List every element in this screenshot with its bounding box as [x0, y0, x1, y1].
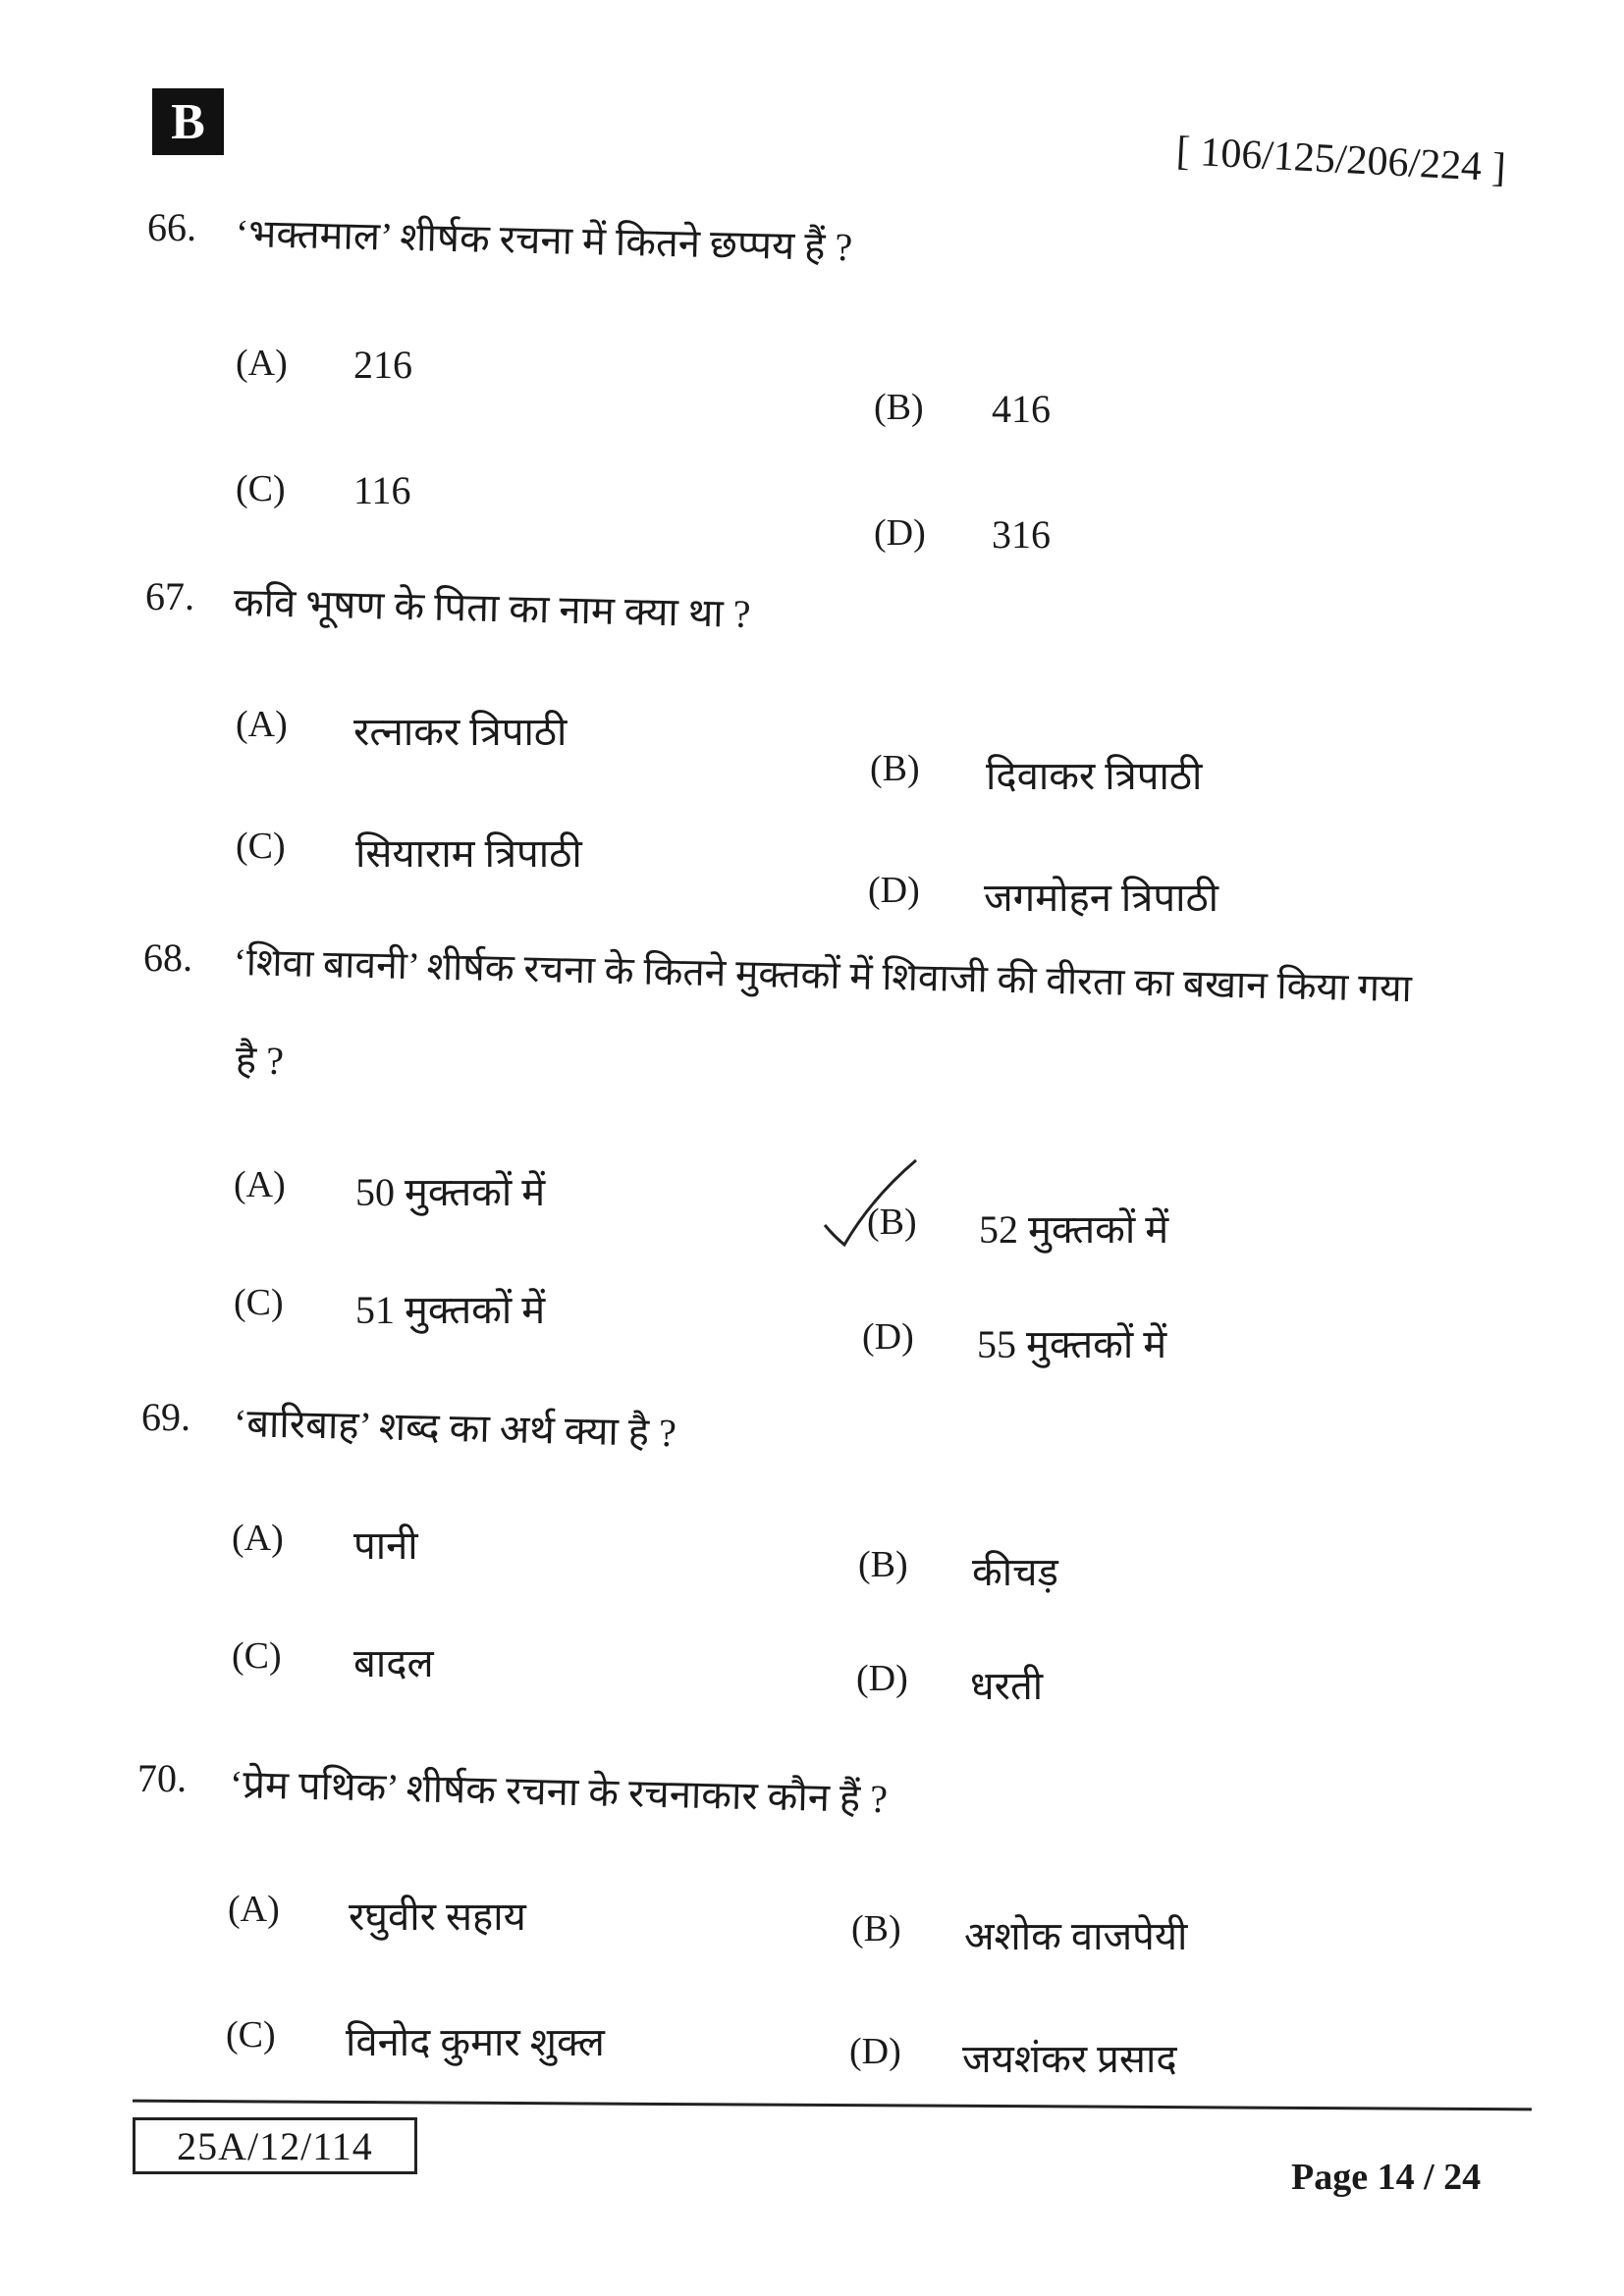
option-text: 50 मुक्तकों में: [355, 1170, 546, 1214]
option-label: (D): [856, 1658, 908, 1699]
option-text: अशोक वाजपेयी: [964, 1914, 1188, 1958]
option-text: दिवाकर त्रिपाठी: [986, 754, 1203, 798]
option-label: (A): [236, 343, 288, 384]
footer-divider: [133, 2100, 1532, 2111]
option-text: 116: [353, 468, 411, 512]
option-label: (D): [874, 512, 926, 554]
option-label: (C): [226, 2014, 276, 2056]
option-text: जयशंकर प्रसाद: [962, 2037, 1177, 2081]
option-text: धरती: [970, 1664, 1044, 1708]
question-text: ‘बारिबाह’ शब्द का अर्थ क्या है ?: [233, 1401, 677, 1456]
question-text: कवि भूषण के पिता का नाम क्या था ?: [233, 580, 751, 636]
option-label: (D): [849, 2031, 901, 2072]
question-number: 68.: [143, 935, 192, 980]
option-label: (A): [236, 704, 288, 745]
option-label: (C): [236, 826, 286, 867]
option-text: 216: [353, 343, 412, 387]
option-label: (A): [232, 1518, 284, 1559]
option-label: (C): [234, 1282, 284, 1323]
question-text: ‘भक्तमाल’ शीर्षक रचना में कितने छप्पय हैं ?: [235, 211, 853, 270]
question-number: 70.: [137, 1756, 187, 1800]
option-label: (B): [870, 748, 920, 789]
option-text: 52 मुक्तकों में: [979, 1207, 1169, 1252]
option-label: (B): [858, 1544, 908, 1585]
option-text: रघुवीर सहाय: [349, 1895, 526, 1939]
set-badge: B: [152, 88, 224, 155]
question-text: ‘प्रेम पथिक’ शीर्षक रचना के रचनाकार कौन हैं ?: [229, 1762, 889, 1822]
option-text: कीचड़: [972, 1550, 1058, 1594]
page-number: Page 14 / 24: [1291, 2157, 1482, 2198]
option-label: (A): [234, 1164, 286, 1205]
option-text: 316: [992, 512, 1051, 557]
option-label-marked: (B): [867, 1201, 917, 1243]
option-text: जगमोहन त्रिपाठी: [984, 876, 1219, 920]
question-text-continuation: है ?: [235, 1038, 285, 1084]
option-text: 55 मुक्तकों में: [977, 1322, 1167, 1366]
paper-code-box: 25A/12/114: [133, 2117, 417, 2174]
option-text: 51 मुक्तकों में: [355, 1288, 546, 1332]
option-text: रत्नाकर त्रिपाठी: [353, 710, 568, 754]
option-label: (C): [236, 468, 286, 509]
option-label: (A): [228, 1889, 280, 1930]
option-label: (D): [862, 1316, 914, 1358]
option-label: (D): [868, 870, 920, 911]
option-label: (C): [232, 1635, 282, 1677]
paper-codes: [ 106/125/206/224 ]: [1174, 129, 1507, 191]
question-text: ‘शिवा बावनी’ शीर्षक रचना के कितने मुक्तकों में शिवाजी की वीरता का बखान किया गया: [233, 941, 1413, 1011]
option-label: (B): [874, 387, 924, 428]
option-text: बादल: [353, 1641, 434, 1685]
option-label: (B): [851, 1908, 901, 1949]
option-text: पानी: [353, 1523, 418, 1568]
question-number: 66.: [147, 205, 196, 249]
option-text: विनोद कुमार शुक्ल: [346, 2020, 605, 2064]
option-text: 416: [992, 387, 1051, 431]
question-number: 69.: [141, 1395, 190, 1439]
question-number: 67.: [145, 574, 194, 618]
option-text: सियाराम त्रिपाठी: [355, 831, 582, 876]
